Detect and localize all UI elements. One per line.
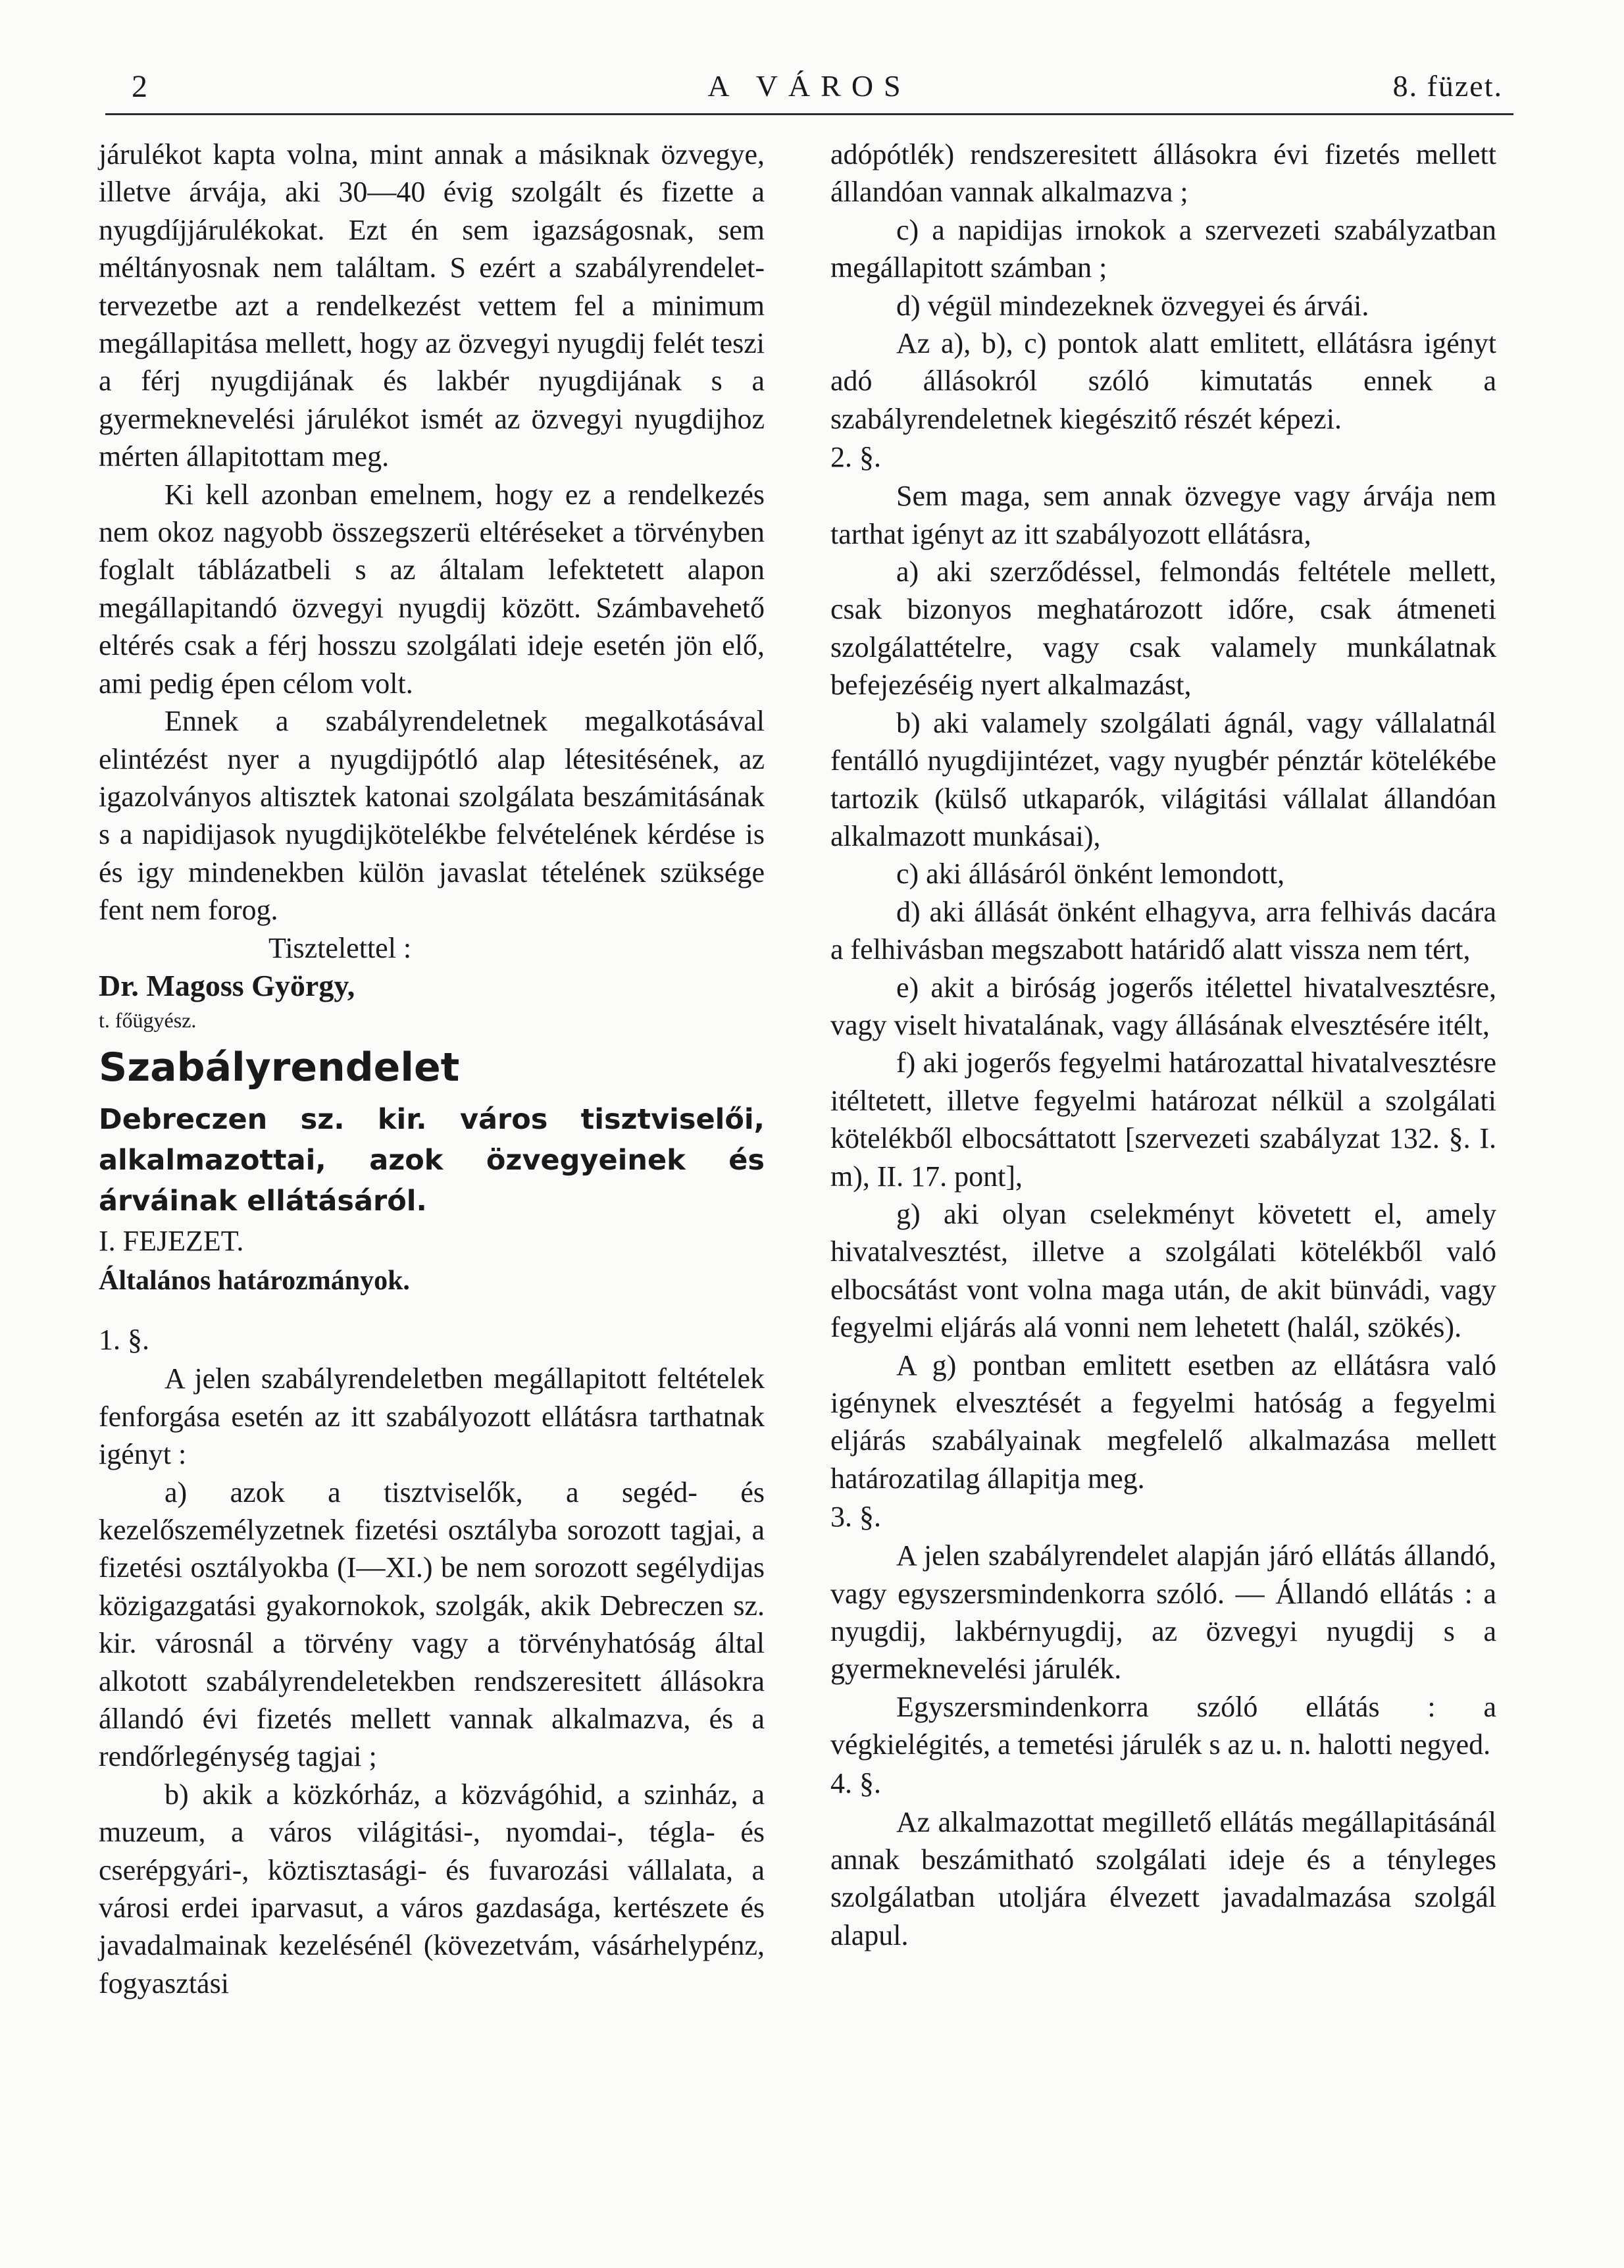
paragraph: A g) pontban emlitett esetben az ellátásra való igénynek elvesztését a fegyelmi hatóság a fegyelmi eljárás szabályainak megfelelő alkalmazása mellett határozatilag állapitja meg.	[830, 1349, 1496, 1495]
paragraph: A jelen szabályrendelet alapján járó ellátás állandó, vagy egyszersmindenkorra szóló. — Állandó ellátás : a nyugdij, lakbérnyugdij, az özvegyi nyugdij s a gyermeknevelési járulék.	[830, 1539, 1496, 1686]
list-item: c) aki állásáról önként lemondott,	[896, 858, 1285, 890]
paragraph: Egyszersmindenkorra szóló ellátás : a végkielégités, a temetési járulék s az u. n. halotti negyed.	[830, 1690, 1496, 1761]
page-number: 2	[132, 69, 149, 104]
paragraph: Az alkalmazottat megillető ellátás megállapitásánál annak beszámitható szolgálati ideje és a tényleges szolgálatban utoljára élvezett javadalmazása szolgál alapul.	[830, 1805, 1496, 1951]
right-column	[830, 136, 1496, 1954]
section-heading: 1. §.	[99, 1324, 149, 1356]
list-item: g) aki olyan cselekményt követett el, amely hivatalvesztést, illetve a szolgálati kötelékből való elbocsátást vont volna maga után, de akit bünvádi, vagy fegyelmi eljárás alá vonni nem lehetett (halál, szökés).	[830, 1197, 1496, 1344]
paragraph: járulékot kapta volna, mint annak a másiknak özvegye, illetve árvája, aki 30—40 évig szolgált és fizette a nyugdíjjárulékokat. Ezt én sem igazságosnak, sem méltányosnak nem találtam. S ezért a szabályrendelet-tervezetbe azt a rendelkezést vettem fel a minimum megállapitása mellett, hogy az özvegyi nyugdij felét teszi a férj nyugdijának és lakbér nyugdijának s a gyermeknevelési járulékot ismét az özvegyi nyugdijhoz mérten állapitottam meg.	[99, 138, 765, 473]
section-heading: 3. §.	[830, 1501, 881, 1533]
paragraph: A jelen szabályrendeletben megállapitott feltételek fenforgása esetén az itt szabályozott ellátásra tarthatnak igényt :	[99, 1362, 765, 1471]
closing-greeting: Tisztelettel :	[268, 931, 412, 964]
signature-title: t. főügyész.	[99, 1008, 197, 1033]
paragraph: Ki kell azonban emelnem, hogy ez a rendelkezés nem okoz nagyobb összegszerü eltéréseket a törvényben foglalt táblázatbeli s az általam lefektetett alapon megállapitandó özvegyi nyugdij között. Számbavehető eltérés csak a férj hosszu szolgálati ideje esetén jön elő, ami pedig épen célom volt.	[99, 478, 765, 700]
journal-title: A VÁROS	[707, 69, 911, 103]
paragraph: Az a), b), c) pontok alatt emlitett, ellátásra igényt adó állásokról szóló kimutatás ennek a szabályrendeletnek kiegészitő részét képezi.	[830, 327, 1496, 435]
regulation-subheading: Debreczen sz. kir. város tisztviselői, alkalmazottai, azok özvegyeinek és árváinak ellátásáról.	[99, 1103, 765, 1218]
left-column	[99, 136, 765, 2002]
list-item: e) akit a biróság jogerős itélettel hivatalvesztésre, vagy viselt hivatalának, vagy állásának elvesztésére itélt,	[830, 971, 1496, 1041]
paragraph: Sem maga, sem annak özvegye vagy árvája nem tarthat igényt az itt szabályozott ellátásra,	[830, 480, 1496, 550]
list-item: f) aki jogerős fegyelmi határozattal hivatalvesztésre itéltetett, illetve fegyelmi határozat nélkül a szolgálati kötelékből elbocsáttatott [szervezeti szabályzat 132. §. I. m), II. 17. pont],	[830, 1046, 1496, 1193]
signature-name: Dr. Magoss György,	[99, 968, 355, 1002]
paragraph: adópótlék) rendszeresitett állásokra évi fizetés mellett állandóan vannak alkalmazva ;	[830, 138, 1496, 209]
page-header	[105, 61, 1513, 115]
list-item: d) aki állását önként elhagyva, arra felhivás dacára a felhivásban megszabott határidő alatt vissza nem tért,	[830, 895, 1496, 966]
list-item: a) aki szerződéssel, felmondás feltétele mellett, csak bizonyos meghatározott időre, csak átmeneti szolgálattételre, vagy csak valamely munkálatnak befejezéséig nyert alkalmazást,	[830, 555, 1496, 702]
paragraph: Ennek a szabályrendeletnek megalkotásával elintézést nyer a nyugdijpótló alap létesitésének, az igazolványos altisztek katonai szolgálata beszámitásának s a napidijasok nyugdijkötelékbe felvételének kérdése is és igy mindenekben külön javaslat tételének szüksége fent nem forog.	[99, 705, 765, 927]
list-item: c) a napidijas irnokok a szervezeti szabályzatban megállapitott számban ;	[830, 213, 1496, 284]
section-group-heading: Általános határozmányok.	[99, 1266, 410, 1297]
section-heading: 2. §.	[830, 441, 881, 474]
issue-number: 8. füzet.	[1392, 69, 1503, 103]
chapter-heading: I. FEJEZET.	[99, 1225, 244, 1258]
list-item: b) akik a közkórház, a közvágóhid, a szinház, a muzeum, a város világitási-, nyomdai-, tégla- és cserépgyári-, köztisztasági- és fuvarozási vállalata, a városi erdei iparvasut, a város gazdasága, kertészete és javadalmainak kezelésénél (kövezetvám, vásárhelypénz, fogyasztási	[99, 1778, 765, 1999]
list-item: a) azok a tisztviselők, a segéd- és kezelőszemélyzetnek fizetési osztályba sorozott tagjai, a fizetési osztályokba (I—XI.) be nem sorozott segélydijas közigazgatási gyakornokok, szolgák, akik Debreczen sz. kir. városnál a törvény vagy a törvényhatóság által alkotott szabályrendeletekben rendszeresitett állásokra állandó évi fizetés mellett vannak alkalmazva, és a rendőrlegénység tagjai ;	[99, 1476, 765, 1773]
list-item: d) végül mindezeknek özvegyei és árvái.	[896, 289, 1369, 322]
regulation-heading: Szabályrendelet	[99, 1044, 460, 1091]
list-item: b) aki valamely szolgálati ágnál, vagy vállalatnál fentálló nyugdijintézet, vagy nyugbér pénztár kötelékébe tartozik (külső utkaparók, világitási vállalat állandóan alkalmazott munkásai),	[830, 706, 1496, 852]
section-heading: 4. §.	[830, 1766, 881, 1799]
